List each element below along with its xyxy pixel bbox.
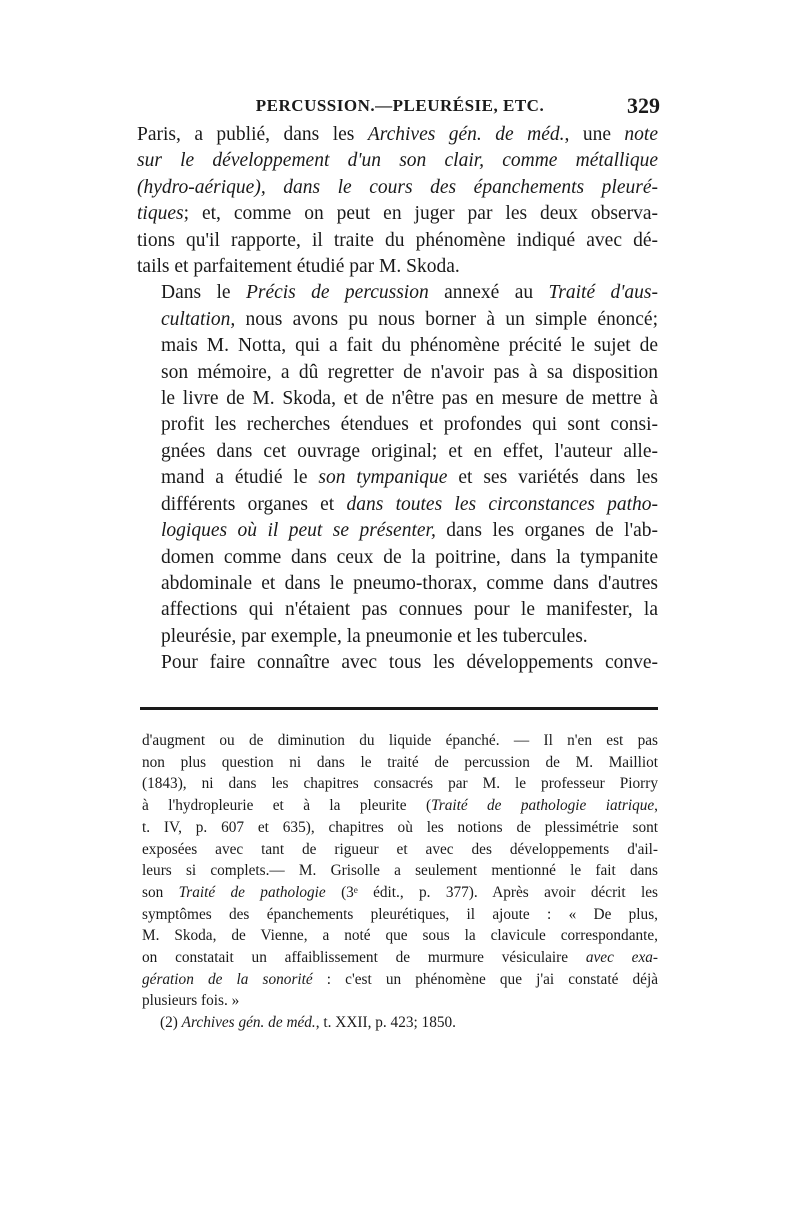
text-line — [142, 904, 658, 926]
italic-run: Archives gén. de méd. — [367, 124, 565, 145]
text-line — [142, 990, 658, 1012]
text-run: leurs si complets.— M. Grisolle a seulement mentionné le fait dans — [142, 862, 658, 880]
text-line — [137, 650, 658, 676]
italic-run: cultation, — [161, 308, 236, 330]
text-line — [142, 969, 658, 991]
text-run: annexé au — [428, 282, 549, 304]
text-run: M. Skoda, de Vienne, a noté que sous la clavicule correspondante, — [142, 927, 658, 945]
text-line — [137, 148, 658, 174]
text-line — [142, 773, 658, 795]
text-run: , t. XXII, p. 423; 1850. — [315, 1014, 456, 1032]
italic-run: gération de la sonorité — [142, 970, 313, 988]
text-line — [142, 752, 658, 774]
italic-run: (hydro-aérique), dans le cours des épanchements pleuré- — [137, 176, 658, 198]
text-run: , — [654, 797, 658, 815]
paragraph-pour-faire — [137, 650, 658, 676]
text-run: plusieurs fois. » — [142, 992, 240, 1010]
text-run: le livre de M. Skoda, et de n'être pas en mesure de mettre à — [161, 388, 658, 410]
italic-run: son tympanique — [318, 467, 448, 489]
text-line — [137, 518, 658, 544]
text-line — [137, 545, 658, 571]
text-line — [137, 307, 658, 333]
text-run: symptômes des épanchements pleurétiques, il ajoute : « De plus, — [142, 905, 658, 923]
text-run: Dans le — [161, 282, 246, 304]
italic-run: Traité de pathologie — [178, 883, 326, 901]
text-run: ; et, comme on peut en juger par les deux observa- — [183, 203, 658, 225]
italic-run: Archives gén. de méd. — [181, 1014, 316, 1032]
text-run: son mémoire, a dû regretter de n'avoir pas à sa disposition — [161, 361, 658, 383]
text-line — [142, 730, 658, 752]
text-line — [137, 201, 658, 227]
text-run: mais M. Notta, qui a fait du phénomène précité le sujet de — [161, 335, 658, 357]
text-run: non plus question ni dans le traité de percussion de M. Mailliot — [142, 753, 658, 771]
italic-run: sur le développement d'un son clair, comme métallique — [137, 150, 658, 172]
text-line — [137, 254, 658, 280]
text-run: dans les organes de l'ab- — [435, 520, 658, 542]
footnote-continued — [142, 730, 658, 1012]
text-line — [142, 860, 658, 882]
text-run: profit les recherches étendues et profondes qui sont consi- — [161, 414, 658, 436]
text-line — [137, 571, 658, 597]
text-line — [137, 624, 658, 650]
text-run: exposées avec tant de rigueur et avec des développements d'ail- — [142, 840, 658, 858]
text-run: différents organes et — [161, 493, 347, 515]
text-run: mand a étudié le — [161, 467, 319, 489]
text-run: (2) — [160, 1014, 182, 1032]
text-run: , une — [564, 124, 625, 145]
text-run: tails et parfaitement étudié par M. Skoda. — [137, 256, 460, 278]
italic-run: Traité de pathologie iatrique — [431, 797, 655, 815]
running-head-title: PERCUSSION.—PLEURÉSIE, ETC. — [255, 96, 545, 115]
page-number: 329 — [627, 93, 660, 118]
text-line — [137, 122, 658, 148]
text-line — [142, 1012, 658, 1034]
text-run: abdominale et dans le pneumo-thorax, comme dans d'autres — [161, 572, 658, 594]
text-line — [137, 465, 658, 491]
text-line — [137, 412, 658, 438]
text-line — [142, 882, 658, 904]
text-run: affections qui n'étaient pas connues pour le manifester, la — [161, 599, 658, 621]
text-run: Paris, a publié, dans les — [137, 124, 368, 145]
paragraph-precis — [137, 280, 658, 650]
italic-run: Précis de percussion — [245, 282, 429, 304]
text-line — [142, 795, 658, 817]
text-line — [142, 839, 658, 861]
text-line — [142, 947, 658, 969]
text-run: domen comme dans ceux de la poitrine, dans la tympanite — [161, 546, 658, 568]
running-head — [140, 93, 660, 124]
italic-run: dans toutes les circonstances patho- — [346, 493, 658, 515]
text-line — [142, 817, 658, 839]
text-run: Pour faire connaître avec tous les développements conve- — [161, 652, 658, 674]
text-run: d'augment ou de diminution du liquide épanché. — Il n'en est pas — [142, 732, 658, 749]
text-run: son — [142, 883, 179, 901]
text-line — [137, 360, 658, 386]
text-run: on constatait un affaiblissement de murmure vésiculaire — [142, 949, 586, 967]
text-run: gnées dans cet ouvrage original; et en effet, l'auteur alle- — [161, 440, 658, 462]
text-line — [137, 280, 658, 306]
text-run: et ses variétés dans les — [447, 467, 658, 489]
text-run: (1843), ni dans les chapitres consacrés par M. le professeur Piorry — [142, 775, 658, 793]
text-run: à l'hydropleurie et à la pleurite ( — [142, 797, 432, 815]
text-run: t. IV, p. 607 et 635), chapitres où les notions de plessimétrie sont — [142, 818, 658, 836]
text-line — [137, 386, 658, 412]
text-line — [137, 597, 658, 623]
italic-run: Traité d'aus- — [548, 282, 659, 304]
text-run: tions qu'il rapporte, il traite du phénomène indiqué avec dé- — [137, 229, 658, 251]
footnotes — [142, 730, 658, 1034]
footnote-rule — [140, 707, 658, 710]
text-line — [137, 492, 658, 518]
main-text — [137, 122, 658, 677]
text-line — [137, 228, 658, 254]
text-line — [137, 175, 658, 201]
footnote-2 — [142, 1012, 658, 1034]
italic-run: tiques — [137, 203, 184, 225]
italic-run: logiques où il peut se présenter, — [161, 520, 436, 542]
text-run: : c'est un phénomène que j'ai constaté déjà — [312, 970, 658, 988]
italic-run: note — [624, 124, 658, 145]
text-run: nous avons pu nous borner à un simple énoncé; — [235, 308, 658, 330]
paragraph-continued — [137, 122, 658, 280]
text-line — [137, 439, 658, 465]
text-run: (3ᵉ édit., p. 377). Après avoir décrit les — [325, 883, 659, 901]
italic-run: avec exa- — [585, 949, 658, 967]
text-run: pleurésie, par exemple, la pneumonie et les tubercules. — [161, 625, 588, 647]
text-line — [142, 925, 658, 947]
text-line — [137, 333, 658, 359]
